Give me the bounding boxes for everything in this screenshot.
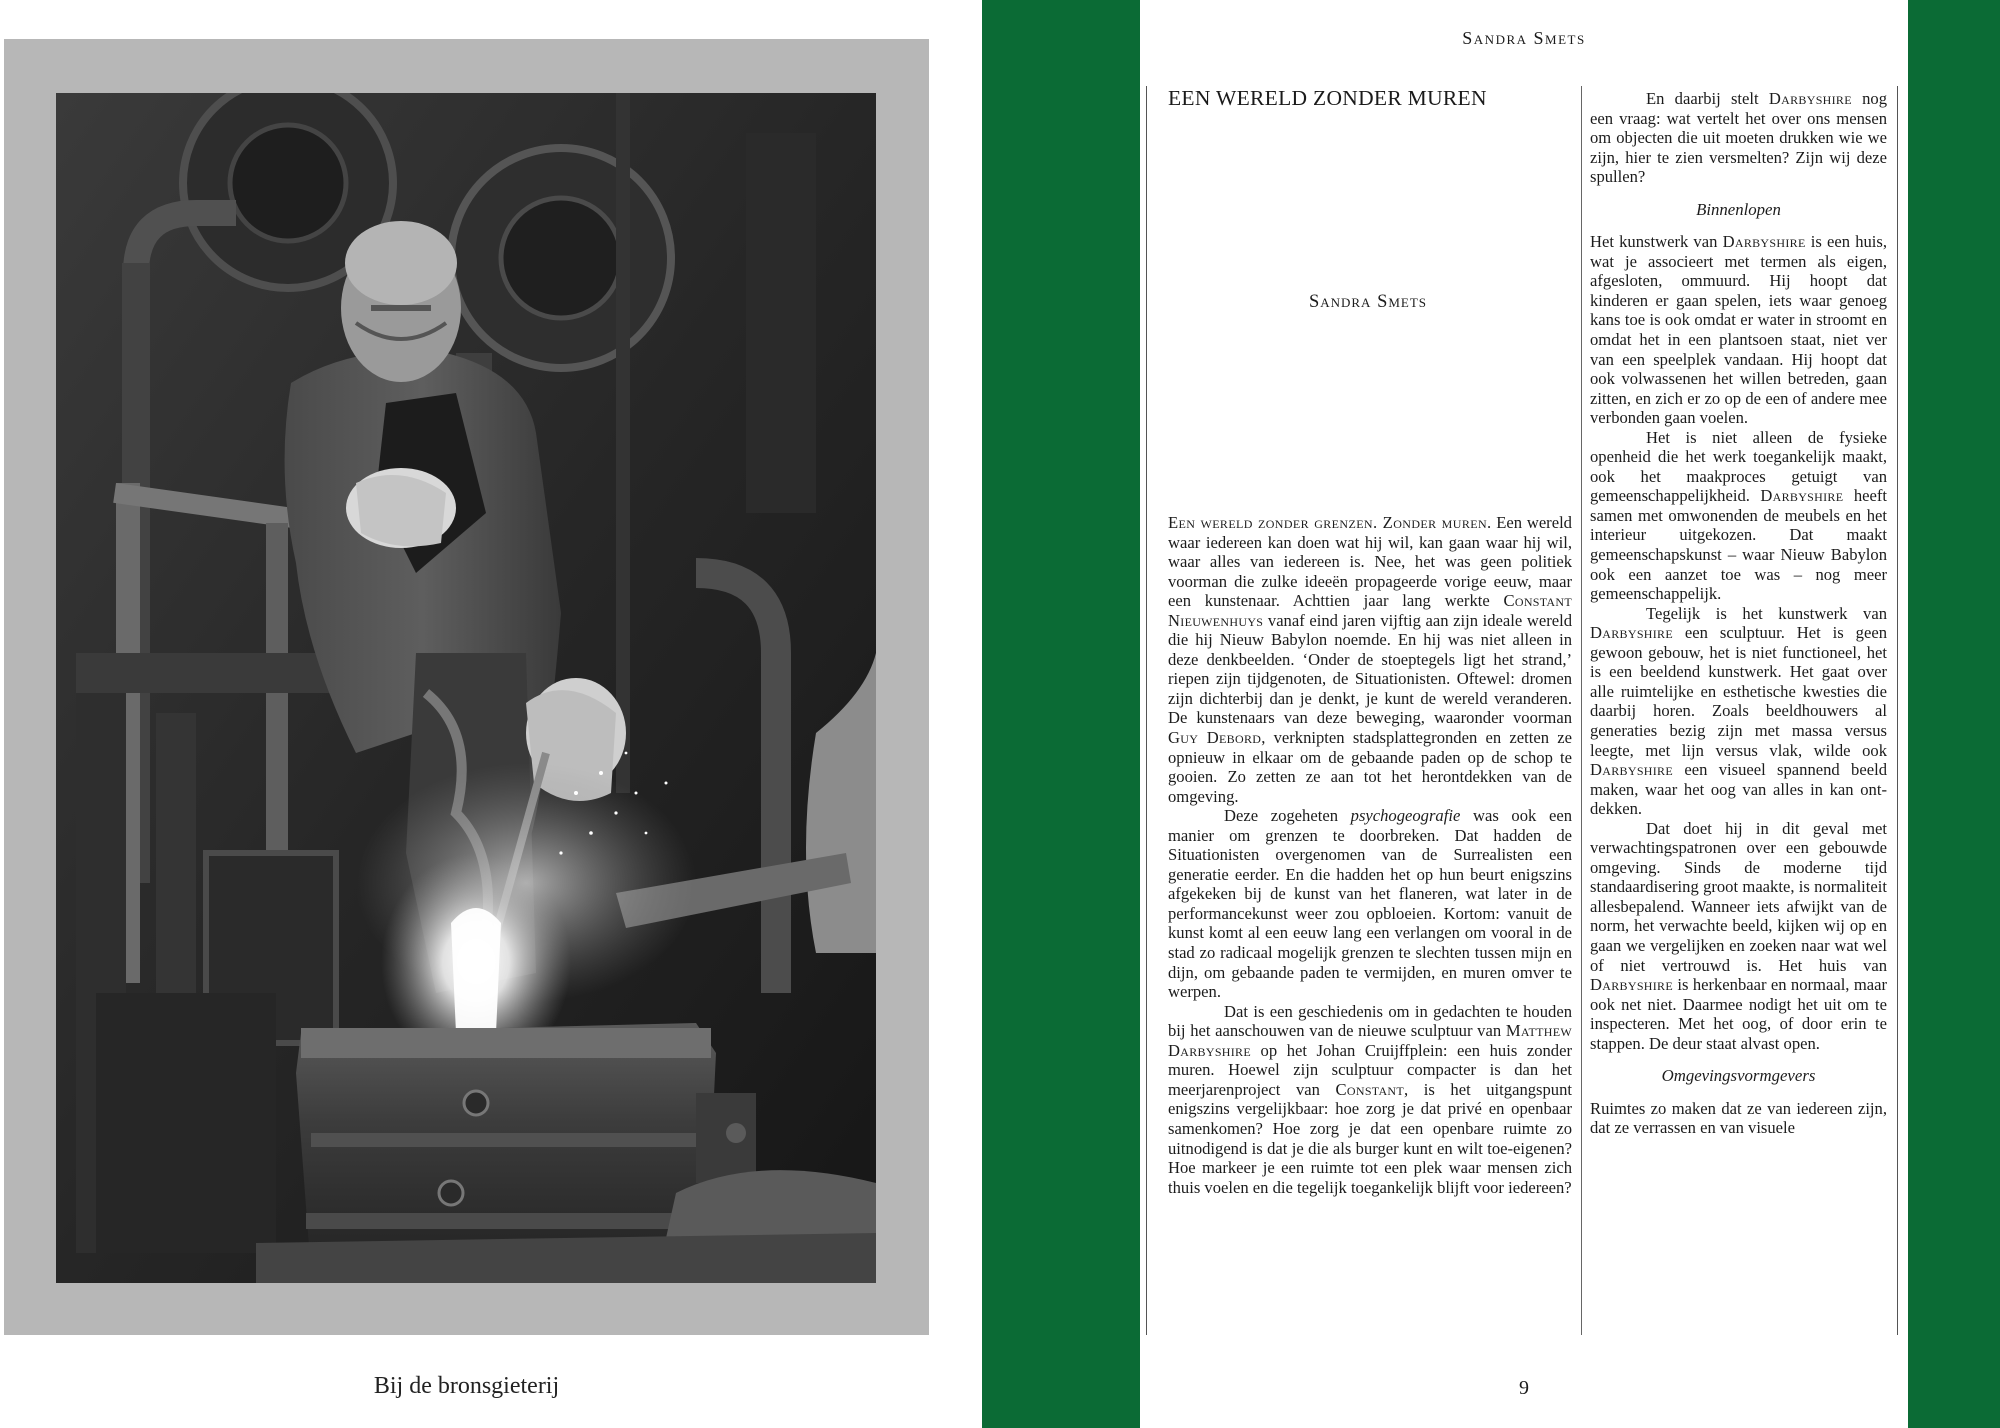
paragraph bbox=[1590, 819, 1887, 1054]
green-margin-bar-left bbox=[982, 0, 1140, 1428]
paragraph bbox=[1168, 806, 1572, 1001]
text-run: vanaf eind jaren vijftig aan zijn ideale wereld die hij Nieuw Babylon noemde. En hij was niet alleen in deze denkbeelden. ‘Onder de stoeptegels ligt het strand,’ riepen zijn tijdgenoten, de Situationisten. Oftewel: dromen zijn dichterbij dan je denkt, je kunt de wereld veranderen. De kunstenaars van deze beweging, waaronder voorman bbox=[1168, 610, 1572, 728]
photo-caption: Bij de bronsgieterij bbox=[373, 1373, 560, 1399]
text-run: En daarbij stelt bbox=[1646, 89, 1769, 108]
paragraph: Ruimtes zo maken dat ze van iedereen zijn, dat ze verrassen en van visuele bbox=[1590, 1098, 1887, 1138]
left-page bbox=[0, 0, 982, 1428]
column-rule bbox=[1581, 86, 1582, 1335]
right-page bbox=[1140, 0, 1908, 1428]
text-run: Deze zogeheten bbox=[1224, 806, 1351, 826]
person-name: Darbyshire bbox=[1590, 623, 1673, 643]
person-name: Guy Debord bbox=[1168, 728, 1262, 748]
paragraph bbox=[1168, 513, 1572, 806]
text-run: Een wereld waar iedereen kan doen wat hij wil, kan gaan waar hij wil, waar alles van iedereen is. Nee, het was geen politiek voorman die zulke ideeën propageerde vorige eeuw, maar een kunstenaar. Achttien jaar lang werkte bbox=[1168, 513, 1572, 611]
text-run: was ook een manier om grenzen te doorbreken. Dat hadden de Situationisten overgenomen van de Surrealisten een generatie eerder. En die hadden het op hun beurt enigszins afgekeken bij de kunst van het flaneren, wat later in de performancekunst weer zou opbloeien. Kortom: vanuit de kunst komt al een eeuw lang een verlangen om vooral in de stad zo radicaal mogelijk grenzen te slechten tussen mijn en dijn, om gebaande paden te vermijden, en muren omver te werpen. bbox=[1168, 806, 1572, 1002]
person-name: Constant Nieuwenhuys bbox=[1168, 591, 1572, 630]
text-run: een visueel spannend beeld maken, waar het oog van alles in kan ontdekken. bbox=[1590, 760, 1887, 819]
text-run: heeft samen met omwonenden de meubels en het interieur uitgekozen. Dat maakt gemeenschapskunst – waar Nieuw Babylon ook een aanzet toe was – nog meer gemeenschappelijk. bbox=[1590, 486, 1887, 604]
text-run: Tegelijk is het kunstwerk van bbox=[1646, 603, 1887, 623]
running-head: Sandra Smets bbox=[1462, 28, 1586, 48]
person-name: Darbyshire bbox=[1768, 89, 1852, 108]
article-title: EEN WERELD ZONDER MUREN bbox=[1168, 86, 1487, 110]
page-rule-left bbox=[1146, 86, 1147, 1335]
person-name: Darbyshire bbox=[1722, 232, 1806, 252]
text-run: een sculptuur. Het is geen gewoon gebouw, het is niet functioneel, het is een beeldend kunstwerk. Het gaat over alle ruimtelijke en esthetische kwesties die daarbij horen. Zoals beeldhouwers al generaties bezig zijn met massa versus leegte, met lijn versus vlak, wilde ook bbox=[1590, 623, 1887, 760]
lead-in: Een wereld zonder grenzen. Zonder muren. bbox=[1168, 513, 1492, 532]
foundry-photo bbox=[56, 93, 876, 1283]
text-run: Het kunstwerk van bbox=[1590, 232, 1723, 252]
emphasis: psychogeografie bbox=[1350, 806, 1461, 826]
section-heading: Binnenlopen bbox=[1696, 199, 1781, 219]
person-name: Constant bbox=[1335, 1079, 1405, 1099]
text-column-right bbox=[1590, 89, 1887, 1138]
paragraph bbox=[1168, 1002, 1572, 1197]
byline: Sandra Smets bbox=[1308, 292, 1428, 312]
text-run: , verknipten stadsplattegronden en zetten ze opnieuw in elkaar om de gebaande paden op de schop te gooien. Zo zetten ze aan tot het herontdekken van de omgeving. bbox=[1168, 728, 1572, 806]
paragraph bbox=[1590, 604, 1887, 819]
text-column-left bbox=[1168, 513, 1572, 1197]
text-run: is herkenbaar en normaal, maar ook net niet. Daarmee nodigt het uit om te inspecteren. Met het oog, of door erin te stappen. De deur staat alvast open. bbox=[1590, 975, 1887, 1053]
paragraph bbox=[1590, 232, 1887, 427]
green-margin-bar-right bbox=[1908, 0, 2000, 1428]
person-name: Matthew Darbyshire bbox=[1168, 1021, 1572, 1060]
text-run: is een huis, wat je associeert met termen als eigen, afgesloten, ommuurd. Hij hoopt dat kinderen er gaan spelen, iets waar genoeg kans toe is ook omdat er water in stroomt en omdat het in een plantsoen staat, niet ver van een speelplek vandaan. Hij hoopt dat ook volwassenen het willen betreden, gaan zitten, en zich er zo op de een of andere mee verbonden gaan voelen. bbox=[1590, 232, 1887, 428]
paragraph bbox=[1590, 428, 1887, 604]
text-run: Dat doet hij in dit geval met verwachtingspatronen over een gebouwde omgeving. Sinds de moderne tijd standaardisering groot maakte, is normaliteit allesbepalend. Wanneer iets afwijkt van de norm, het verwachte beeld, kijken wij op en gaan we vergelijken en zoeken naar wat wel of niet vertrouwd is. Het huis van bbox=[1590, 818, 1887, 975]
text-run: nog een vraag: wat vertelt het over ons mensen om objecten die uit moeten drukken wie we zijn, hier te zien versmelten? Zijn wij deze spullen? bbox=[1590, 89, 1887, 187]
text-run: op het Johan Cruijffplein: een huis zonder muren. Hoewel zijn sculptuur compacter is dan het meerjarenproject van bbox=[1168, 1040, 1572, 1099]
page-number: 9 bbox=[1519, 1377, 1529, 1399]
person-name: Darbyshire bbox=[1590, 760, 1673, 780]
paragraph bbox=[1590, 89, 1887, 187]
person-name: Darbyshire bbox=[1590, 975, 1673, 995]
page-rule-right bbox=[1897, 86, 1898, 1335]
person-name: Darbyshire bbox=[1760, 486, 1844, 506]
text-run: Dat is een geschiedenis om in gedachten te houden bij het aanschouwen van de nieuwe sculptuur van bbox=[1168, 1001, 1572, 1041]
text-run: , is het uitgangspunt enigszins vergelijkbaar: hoe zorg je dat privé en openbaar samenkomen? Hoe zorg je dat een openbare ruimte zo uitnodigend is dat je die als burger kunt en wilt toe-eigenen? Hoe markeer je een ruimte tot een plek waar mensen zich thuis voelen en die tegelijk toegankelijk blijft voor iedereen? bbox=[1168, 1079, 1572, 1197]
section-heading: Omgevingsvormgevers bbox=[1661, 1066, 1816, 1086]
text-run: Het is niet alleen de fysieke openheid die het werk toegankelijk maakt, ook het maakproces getuigt van gemeenschappelijkheid. bbox=[1590, 427, 1887, 506]
